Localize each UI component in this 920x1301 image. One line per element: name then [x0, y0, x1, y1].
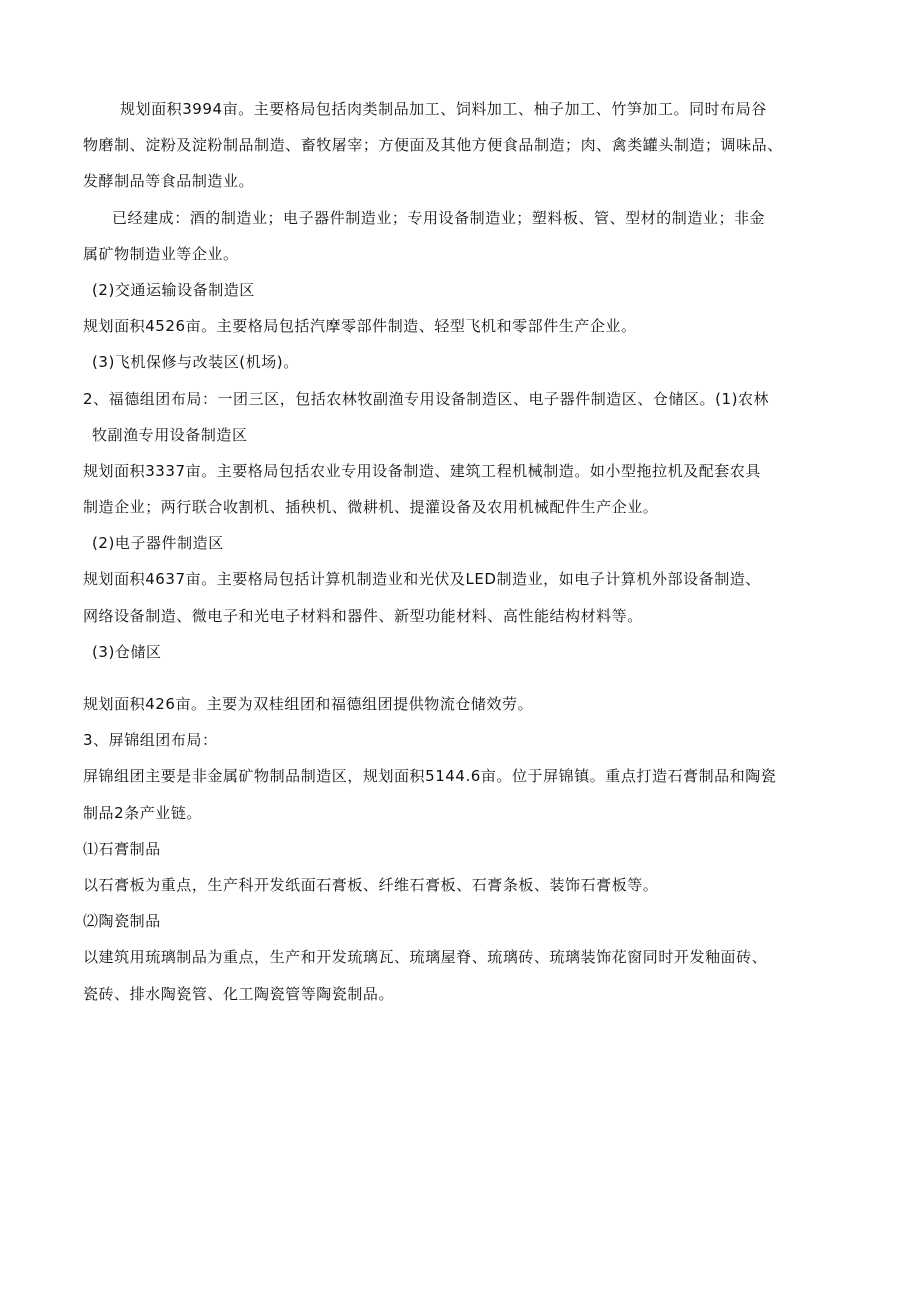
- paragraph-line: 制造企业；两行联合收割机、插秧机、微耕机、提灌设备及农用机械配件生产企业。: [83, 498, 659, 517]
- section-heading: ⑵陶瓷制品: [83, 912, 161, 931]
- paragraph-line: 已经建成：酒的制造业；电子器件制造业；专用设备制造业；塑料板、管、型材的制造业；非金: [112, 208, 766, 227]
- paragraph-line: 网络设备制造、微电子和光电子材料和器件、新型功能材料、高性能结构材料等。: [83, 606, 643, 625]
- paragraph-line: 规划面积3337亩。主要格局包括农业专用设备制造、建筑工程机械制造。如小型拖拉机及配套农具: [83, 461, 761, 480]
- section-heading: 2、福德组团布局：一团三区，包括农林牧副渔专用设备制造区、电子器件制造区、仓储区。(1)农林: [83, 389, 770, 408]
- paragraph-line: 规划面积4637亩。主要格局包括计算机制造业和光伏及LED制造业，如电子计算机外部设备制造、: [83, 570, 761, 589]
- paragraph-line: 以建筑用琉璃制品为重点，生产和开发琉璃瓦、琉璃屋脊、琉璃砖、琉璃装饰花窗同时开发釉面砖、: [83, 948, 768, 967]
- paragraph-line: 发酵制品等食品制造业。: [83, 172, 255, 191]
- paragraph-line: 规划面积3994亩。主要格局包括肉类制品加工、饲料加工、柚子加工、竹笋加工。同时布局谷: [120, 100, 767, 118]
- paragraph-line: 规划面积426亩。主要为双桂组团和福德组团提供物流仓储效劳。: [83, 695, 534, 713]
- section-heading: (2)电子器件制造区: [92, 534, 224, 553]
- paragraph-line: 制品2条产业链。: [83, 803, 202, 822]
- paragraph-line: 以石膏板为重点，生产科开发纸面石膏板、纤维石膏板、石膏条板、装饰石膏板等。: [83, 875, 659, 894]
- paragraph-line: 屏锦组团主要是非金属矿物制品制造区，规划面积5144.6亩。位于屏锦镇。重点打造石膏制品和陶瓷: [83, 767, 777, 786]
- section-heading: 3、屏锦组团布局：: [83, 731, 218, 750]
- document-body: [83, 91, 843, 1012]
- section-heading: (2)交通运输设备制造区: [92, 280, 255, 299]
- section-heading: (3)仓储区: [92, 642, 162, 661]
- paragraph-line: 瓷砖、排水陶瓷管、化工陶瓷管等陶瓷制品。: [83, 984, 395, 1003]
- section-heading: ⑴石膏制品: [83, 839, 161, 858]
- paragraph-line: 物磨制、淀粉及淀粉制品制造、畜牧屠宰；方便面及其他方便食品制造；肉、禽类罐头制造；调味品、: [83, 136, 783, 155]
- paragraph-line: 牧副渔专用设备制造区: [92, 425, 248, 444]
- paragraph-line: 规划面积4526亩。主要格局包括汽摩零部件制造、轻型飞机和零部件生产企业。: [83, 317, 637, 336]
- paragraph-line: 属矿物制造业等企业。: [83, 244, 239, 263]
- section-heading: (3)飞机保修与改装区(机场)。: [92, 353, 299, 372]
